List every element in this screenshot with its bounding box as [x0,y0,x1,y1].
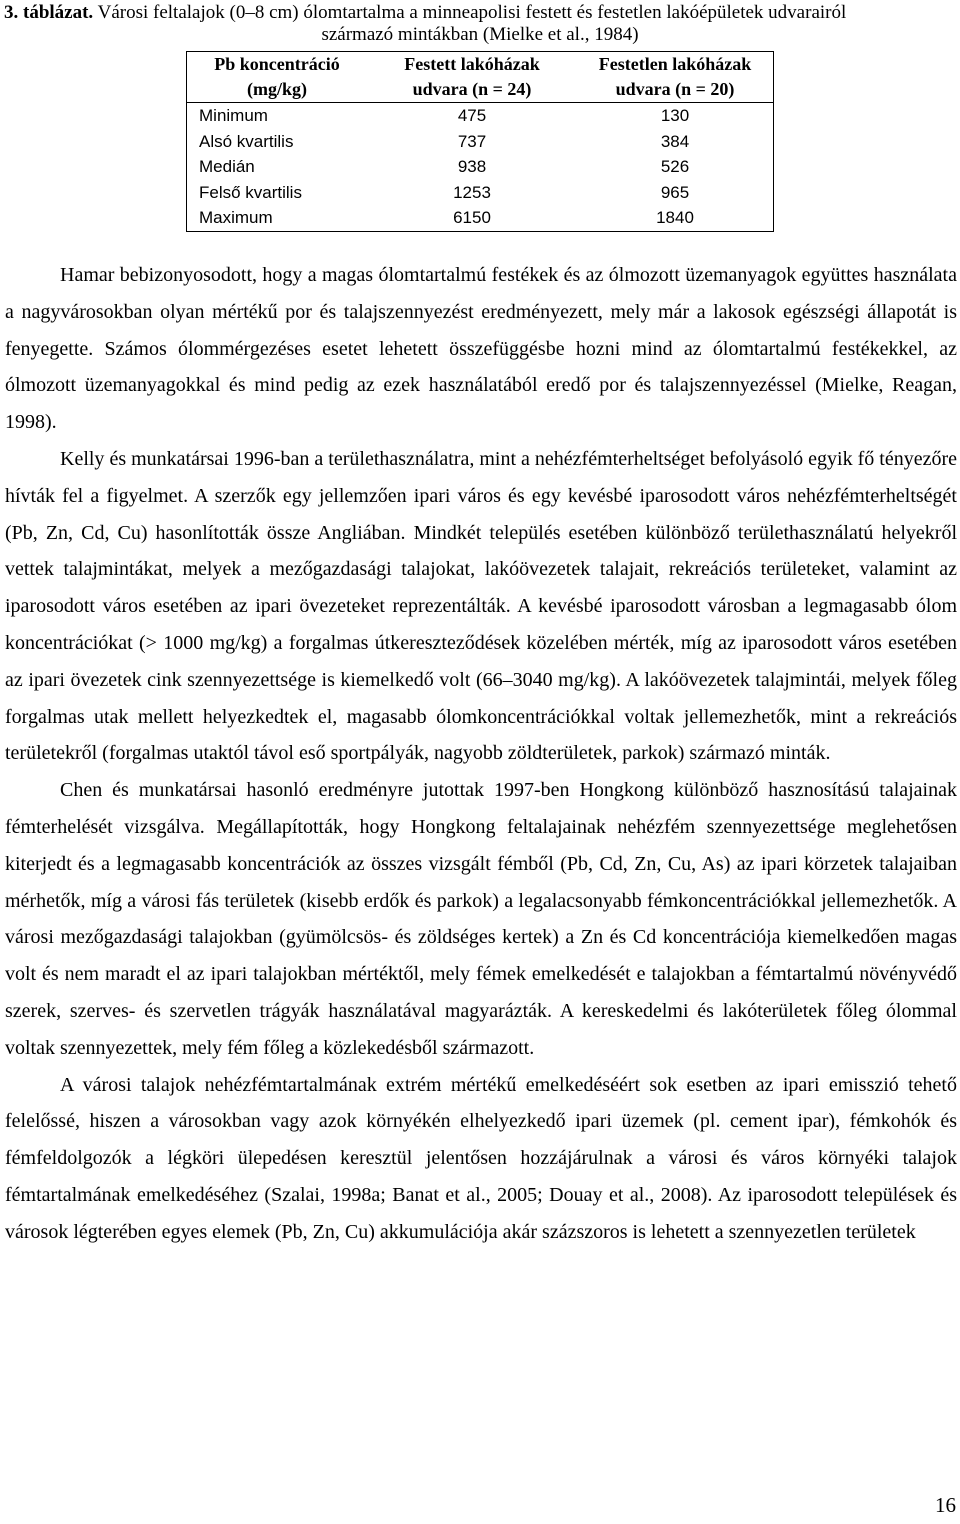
table-header-row [187,52,774,103]
unpainted-value: 384 [660,131,690,151]
painted-value: 737 [457,131,487,151]
table-row [187,103,774,129]
painted-value: 938 [457,157,487,177]
table-caption [4,2,956,46]
unpainted-value: 965 [660,182,690,202]
paragraph: Chen és munkatársai hasonló eredményre jutottak 1997-ben Hongkong különböző hasznosítású talajainak fémterhelését vizsgálva. Megállapították, hogy Hongkong feltalajainak nehézfém szennyezettsége meglehetősen kiterjedt és a legmagasabb koncentrációk az összes vizsgált fémből (Pb, Cd, Zn, Cu, As) az ipari körzetek talajaiban mérhetők, míg a városi fás területek (kisebb erdők és parkok) a legalacsonyabb fémkoncentrációkkal jellemezhetők. A városi mezőgazdasági talajokban (gyümölcsös- és zöldséges kertek) a Zn és Cd koncentrációja kiemelkedően magas volt és nem maradt el az ipari talajokban mértéktől, mely fémek emelkedését e talajokban a fémtartalmú növényvédő szerek, szerves- és szervetlen trágyák használatával magyarázták. A kereskedelmi és lakóterületek főleg ólommal voltak szennyezettek, mely fém főleg a közlekedésből származott. [5,779,957,1059]
row-label: Maximum [199,208,273,228]
page-number: 16 [935,1493,956,1517]
unpainted-value: 1840 [656,208,694,228]
paragraph: Kelly és munkatársai 1996-ban a területhasználatra, mint a nehézfémterheltséget befolyásoló egyik fő tényezőre hívták fel a figyelmet. A szerzők egy jellemzően ipari város és egy kevésbé iparosodott város nehézfémterheltségét (Pb, Zn, Cd, Cu) hasonlították össze Angliában. Mindkét település esetében különböző területhasználatú helyekről vettek talajmintákat, melyek a mezőgazdasági talajokat, lakóövezetek talajait, rekreációs területeket, valamint az iparosodott város esetében az ipari övezeteket reprezentálták. A kevésbé iparosodott városban a legmagasabb ólom koncentrációkat (> 1000 mg/kg) a forgalmas útkereszteződések közelében mérték, míg az iparosodott város esetében az ipari övezetek cink szennyezettsége is kiemelkedő volt (66–3040 mg/kg). A lakóövezetek talajmintái, melyek főleg forgalmas utak mellett helyezkedtek el, magasabb ólomkoncentrációkkal voltak jellemezhetők, mint a rekreációs területekről (forgalmas utaktól távol eső sportpályák, nagyobb zöldterületek, parkok) származó minták. [5,447,957,765]
table-row [187,129,774,155]
row-label: Minimum [199,106,268,126]
body-text [5,257,957,1251]
paragraph: A városi talajok nehézfémtartalmának extrém mértékű emelkedéséért sok esetben az ipari emisszió tehető felelőssé, hiszen a városokban vagy azok környékén elhelyezkedő ipari üzemek (pl. cement ipar), fémkohók és fémfeldolgozók a légköri ülepedésen keresztül jelentősen hozzájárulnak a városi és város környéki talajok fémtartalmának emelkedéséhez (Szalai, 1998a; Banat et al., 2005; Douay et al., 2008). Az iparosodott települések és városok légterében egyes elemek (Pb, Zn, Cu) akkumulációja akár százszoros is lehetett a szennyezetlen területek [5,1073,957,1243]
row-label: Medián [199,157,255,177]
row-label: Felső kvartilis [199,182,302,202]
unpainted-value: 130 [660,106,690,126]
header-concentration: Pb koncentráció (mg/kg) [187,52,368,103]
unpainted-value: 526 [660,157,690,177]
header-painted: Festett lakóházak udvara (n = 24) [367,52,577,103]
painted-value: 1253 [453,182,491,202]
table-row [187,180,774,206]
header-unpainted: Festetlen lakóházak udvara (n = 20) [577,52,774,103]
paragraph: Hamar bebizonyosodott, hogy a magas ólomtartalmú festékek és az ólmozott üzemanyagok együttes használata a nagyvárosokban olyan mértékű por és talajszennyezést eredményezett, mely már a lakosok egészségi állapotát is fenyegette. Számos ólommérgezéses esetet lehetett összefüggésbe hozni mind az ólomtartalmú festékekkel, az ólmozott üzemanyagokkal és mind pedig az ezek használatából eredő por és talajszennyezéssel (Mielke, Reagan, 1998). [5,264,957,434]
caption-line-1: Városi feltalajok (0–8 cm) ólomtartalma a minneapolisi festett és festetlen lakóépületek udvarairól [97,2,847,23]
table-row [187,205,774,231]
caption-lead: 3. táblázat. [4,2,94,23]
painted-value: 475 [457,106,487,126]
row-label: Alsó kvartilis [199,131,294,151]
painted-value: 6150 [453,208,491,228]
caption-line-2: származó mintákban (Mielke et al., 1984) [321,24,639,45]
table-row [187,154,774,180]
lead-concentration-table [186,51,774,232]
